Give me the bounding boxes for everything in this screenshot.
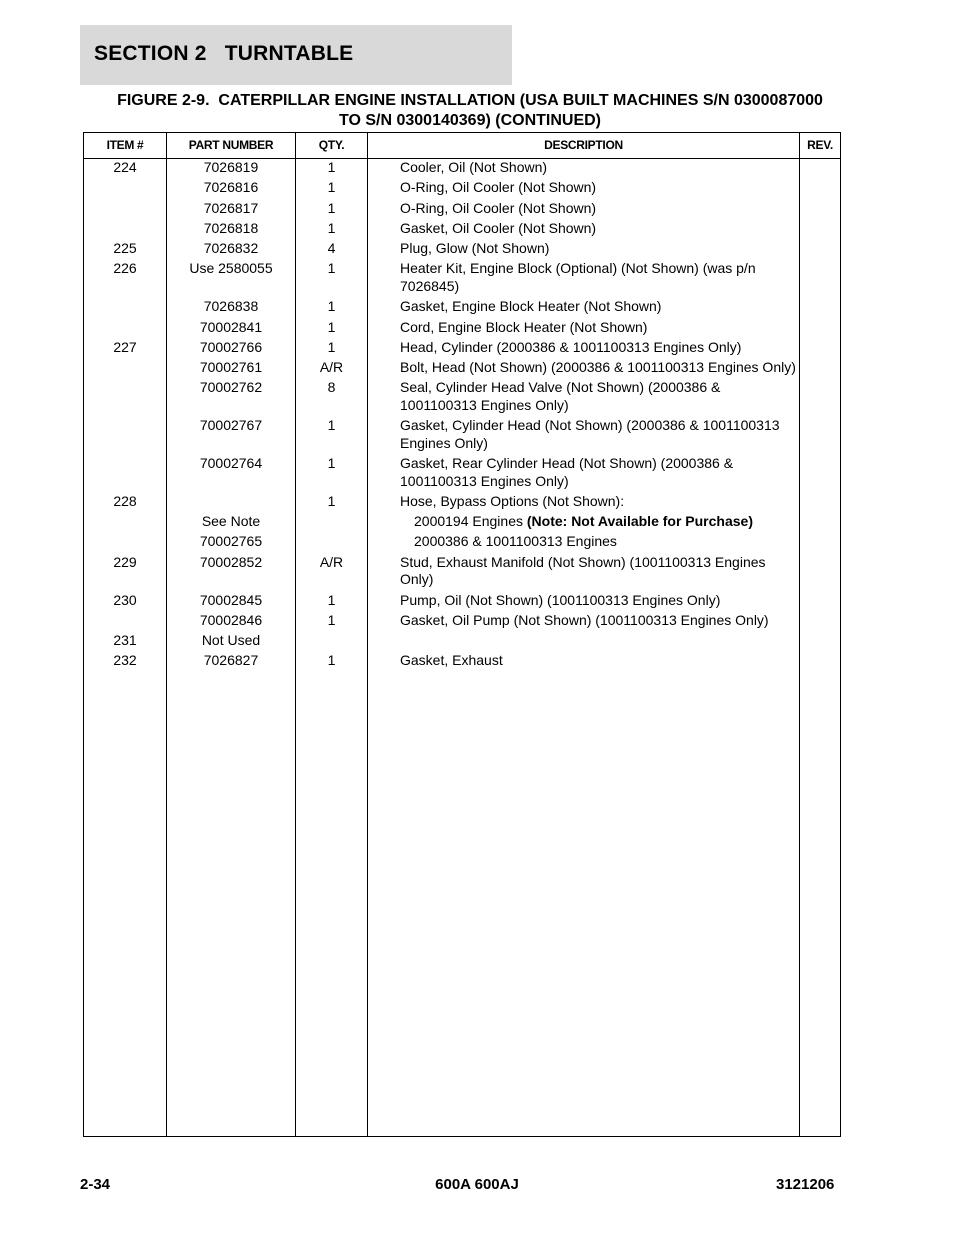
part-number: Use 2580055 xyxy=(189,260,273,277)
quantity: 1 xyxy=(327,417,336,434)
item-number: 225 xyxy=(113,240,137,257)
page-number: 2-34 xyxy=(80,1176,111,1193)
model-number: 600A 600AJ xyxy=(435,1176,519,1193)
description xyxy=(400,612,800,630)
part-number: Not Used xyxy=(201,632,261,649)
table-row xyxy=(84,319,840,339)
part-number: 70002767 xyxy=(199,417,263,434)
description-text: O-Ring, Oil Cooler (Not Shown) xyxy=(400,179,597,196)
quantity: 1 xyxy=(327,318,336,335)
part-number: 70002846 xyxy=(199,611,263,628)
table-row xyxy=(84,179,840,199)
item-number: 229 xyxy=(113,553,137,570)
item-number: 224 xyxy=(113,159,137,175)
item-number: 227 xyxy=(113,338,137,355)
part-number: 7026838 xyxy=(203,298,259,315)
table-row xyxy=(84,240,840,260)
figure-title-line-2: TO S/N 0300140369) (CONTINUED) xyxy=(338,112,601,129)
description-text: Plug, Glow (Not Shown) xyxy=(400,240,550,257)
item-number: 228 xyxy=(113,492,137,509)
table-row xyxy=(84,417,840,455)
quantity: 1 xyxy=(327,219,336,236)
figure-title-line-1: FIGURE 2-9. CATERPILLAR ENGINE INSTALLATION (USA BUILT MACHINES S/N 0300087000 xyxy=(117,92,823,109)
description-text: Gasket, Oil Pump (Not Shown) (1001100313 Engines Only) xyxy=(400,611,769,628)
part-number: 7026819 xyxy=(203,159,259,175)
quantity: 1 xyxy=(327,611,336,628)
quantity: 1 xyxy=(327,652,336,669)
part-number: 7026827 xyxy=(203,652,259,669)
description xyxy=(400,652,800,670)
description xyxy=(400,359,800,377)
quantity: 4 xyxy=(327,240,336,257)
table-row xyxy=(84,379,840,417)
description xyxy=(400,493,800,511)
header-item: ITEM # xyxy=(106,138,144,152)
table-row xyxy=(84,455,840,493)
part-number: 70002761 xyxy=(199,359,263,376)
description xyxy=(400,179,800,197)
table-row xyxy=(84,220,840,240)
table-row xyxy=(84,632,840,652)
section-title: SECTION 2 TURNTABLE xyxy=(94,42,354,65)
description-text: Cord, Engine Block Heater (Not Shown) xyxy=(400,318,648,335)
description xyxy=(400,298,800,316)
header-rev: REV. xyxy=(807,138,833,152)
table-body xyxy=(84,159,840,673)
description xyxy=(400,632,800,650)
description-text: Heater Kit, Engine Block (Optional) (Not Shown) (was p/n 7026845) xyxy=(400,260,760,294)
part-number: 70002845 xyxy=(199,591,263,608)
description-note: (Note: Not Available for Purchase) xyxy=(526,513,753,530)
table-row xyxy=(84,159,840,179)
description xyxy=(400,455,800,490)
part-number: 7026817 xyxy=(203,199,259,216)
part-number: 70002764 xyxy=(199,455,263,472)
description xyxy=(400,417,800,452)
quantity: 8 xyxy=(327,379,336,396)
part-number: 7026832 xyxy=(203,240,259,257)
table-row xyxy=(84,612,840,632)
quantity: 1 xyxy=(327,298,336,315)
header-part-number: PART NUMBER xyxy=(188,138,274,152)
section-banner xyxy=(80,25,512,85)
description xyxy=(400,159,800,177)
description-text: Head, Cylinder (2000386 & 1001100313 Engines Only) xyxy=(400,338,742,355)
part-number: 7026816 xyxy=(203,179,259,196)
table-row xyxy=(84,200,840,220)
description-text: Gasket, Rear Cylinder Head (Not Shown) (2000386 & 1001100313 Engines Only) xyxy=(400,455,737,489)
table-row xyxy=(84,260,840,298)
table-row xyxy=(84,493,840,513)
parts-table xyxy=(83,132,841,1137)
part-number: 70002762 xyxy=(199,379,263,396)
description xyxy=(400,379,800,414)
quantity: 1 xyxy=(327,260,336,277)
description-text: 2000386 & 1001100313 Engines xyxy=(414,533,617,550)
header-description: DESCRIPTION xyxy=(544,138,623,152)
description xyxy=(400,513,800,531)
table-row xyxy=(84,652,840,672)
description xyxy=(400,554,800,589)
part-number: See Note xyxy=(201,513,261,530)
quantity: 1 xyxy=(327,492,336,509)
document-number: 3121206 xyxy=(776,1176,835,1193)
description-text: Pump, Oil (Not Shown) (1001100313 Engines Only) xyxy=(400,591,721,608)
description xyxy=(400,533,800,551)
header-qty: QTY. xyxy=(318,138,345,152)
description xyxy=(400,220,800,238)
description-text: Gasket, Cylinder Head (Not Shown) (2000386 & 1001100313 Engines Only) xyxy=(400,417,784,451)
table-row xyxy=(84,339,840,359)
table-row xyxy=(84,533,840,553)
description-text: 2000194 Engines xyxy=(414,513,527,530)
quantity: 1 xyxy=(327,159,336,175)
description-text: Cooler, Oil (Not Shown) xyxy=(400,159,548,175)
item-number: 226 xyxy=(113,260,137,277)
quantity: A/R xyxy=(319,359,344,376)
description xyxy=(400,260,800,295)
description xyxy=(400,200,800,218)
table-row xyxy=(84,592,840,612)
part-number: 7026818 xyxy=(203,219,259,236)
description-text: O-Ring, Oil Cooler (Not Shown) xyxy=(400,199,597,216)
part-number: 70002766 xyxy=(199,338,263,355)
figure-title xyxy=(80,91,860,131)
description xyxy=(400,339,800,357)
item-number: 230 xyxy=(113,591,137,608)
quantity: 1 xyxy=(327,179,336,196)
description-text: Gasket, Oil Cooler (Not Shown) xyxy=(400,219,597,236)
item-number: 231 xyxy=(113,632,137,649)
item-number: 232 xyxy=(113,652,137,669)
table-row xyxy=(84,298,840,318)
table-row xyxy=(84,513,840,533)
quantity: A/R xyxy=(319,553,344,570)
description-text: Stud, Exhaust Manifold (Not Shown) (1001100313 Engines Only) xyxy=(400,553,770,588)
description-text: Bolt, Head (Not Shown) (2000386 & 1001100313 Engines Only) xyxy=(400,359,796,376)
description xyxy=(400,592,800,610)
description-text: Seal, Cylinder Head Valve (Not Shown) (2000386 & 1001100313 Engines Only) xyxy=(400,379,725,413)
quantity: 1 xyxy=(327,455,336,472)
description-text: Gasket, Engine Block Heater (Not Shown) xyxy=(400,298,662,315)
description xyxy=(400,319,800,337)
description xyxy=(400,240,800,258)
table-row xyxy=(84,554,840,592)
description-text: Hose, Bypass Options (Not Shown): xyxy=(400,492,625,509)
part-number: 70002852 xyxy=(199,553,263,570)
description-text: Gasket, Exhaust xyxy=(400,652,503,669)
part-number: 70002765 xyxy=(199,533,263,550)
quantity: 1 xyxy=(327,338,336,355)
quantity: 1 xyxy=(327,591,336,608)
table-row xyxy=(84,359,840,379)
quantity: 1 xyxy=(327,199,336,216)
part-number: 70002841 xyxy=(199,318,263,335)
